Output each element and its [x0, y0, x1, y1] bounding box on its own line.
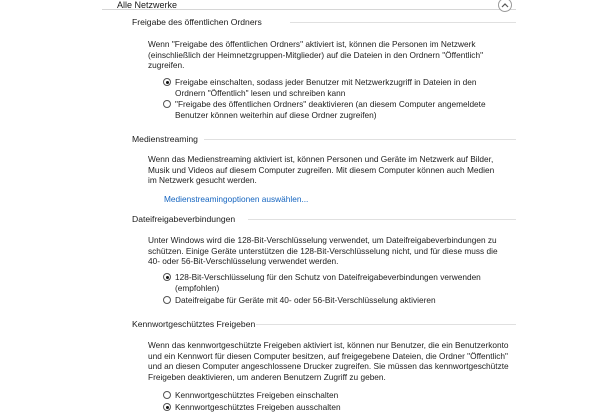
media-streaming-options-link[interactable]: Medienstreamingoptionen auswählen...	[164, 194, 309, 204]
radio-label: Kennwortgeschütztes Freigeben einschalten	[175, 390, 339, 400]
radio-option-public-off[interactable]	[164, 99, 504, 120]
radio-option-password-off[interactable]	[164, 402, 464, 413]
section-divider	[290, 22, 516, 23]
radio-button[interactable]	[163, 273, 171, 281]
radio-label: 128-Bit-Verschlüsselung für den Schutz von Dateifreigabeverbindungen verwenden (empfohlen)	[175, 272, 481, 293]
chevron-up-icon	[501, 2, 509, 8]
radio-button[interactable]	[163, 403, 171, 411]
page-title: Alle Netzwerke	[117, 0, 178, 10]
collapse-button[interactable]	[498, 0, 512, 12]
section-description: Unter Windows wird die 128-Bit-Verschlüsselung verwendet, um Dateifreigabeverbindungen zu schützen. Einige Geräte unterstützen die 128-Bit-Verschlüsselung nicht, und für diese muss die 40- oder 56-Bit-Verschlüsselung verwendet werden.	[148, 235, 498, 267]
section-description: Wenn "Freigabe des öffentlichen Ordners" aktiviert ist, können die Personen im Netzwerk (einschließlich der Heimnetzgruppen-Mitglieder) auf die Dateien in den Ordnern "Öffentlich" zugreifen.	[148, 39, 484, 71]
section-description: Wenn das kennwortgeschützte Freigeben aktiviert ist, können nur Benutzer, die ein Benutzerkonto und ein Kennwort für diesen Computer besitzen, auf freigegebene Dateien, die Ordner "Öffentlich" und an diesen Computer angeschlossene Drucker zugreifen. Sie müssen das kennwortgeschützte Freigeben deaktivieren, um anderen Benutzern Zugriff zu geben.	[148, 340, 509, 382]
radio-button[interactable]	[163, 391, 171, 399]
radio-label: Kennwortgeschütztes Freigeben ausschalten	[175, 402, 341, 412]
section-title-file-sharing: Dateifreigabeverbindungen	[132, 214, 236, 224]
radio-label: "Freigabe des öffentlichen Ordners" deaktivieren (an diesem Computer angemeldete Benutzer können weiterhin auf diese Ordner zugreifen)	[175, 99, 486, 120]
section-title-password-sharing: Kennwortgeschütztes Freigeben	[132, 319, 256, 329]
radio-button[interactable]	[163, 100, 171, 108]
radio-label: Freigabe einschalten, sodass jeder Benutzer mit Netzwerkzugriff in Dateien in den Ordnern "Öffentlich" lesen und schreiben kann	[175, 77, 477, 98]
radio-label: Dateifreigabe für Geräte mit 40- oder 56-Bit-Verschlüsselung aktivieren	[175, 295, 436, 305]
section-title-media-streaming: Medienstreaming	[132, 134, 198, 144]
section-divider	[248, 219, 516, 220]
radio-button[interactable]	[163, 78, 171, 86]
section-divider	[204, 139, 516, 140]
radio-option-40-56bit[interactable]	[164, 295, 509, 306]
radio-button[interactable]	[163, 296, 171, 304]
radio-option-128bit[interactable]	[164, 272, 509, 293]
section-divider	[256, 324, 516, 325]
radio-option-public-on[interactable]	[164, 77, 504, 98]
section-title-public-folder: Freigabe des öffentlichen Ordners	[132, 17, 262, 27]
section-description: Wenn das Medienstreaming aktiviert ist, können Personen und Geräte im Netzwerk auf Bilder, Musik und Videos auf diesem Computer zugreifen. Mit diesem Computer können auch Medien im Netzwerk gesucht werden.	[148, 154, 495, 186]
radio-option-password-on[interactable]	[164, 390, 464, 401]
